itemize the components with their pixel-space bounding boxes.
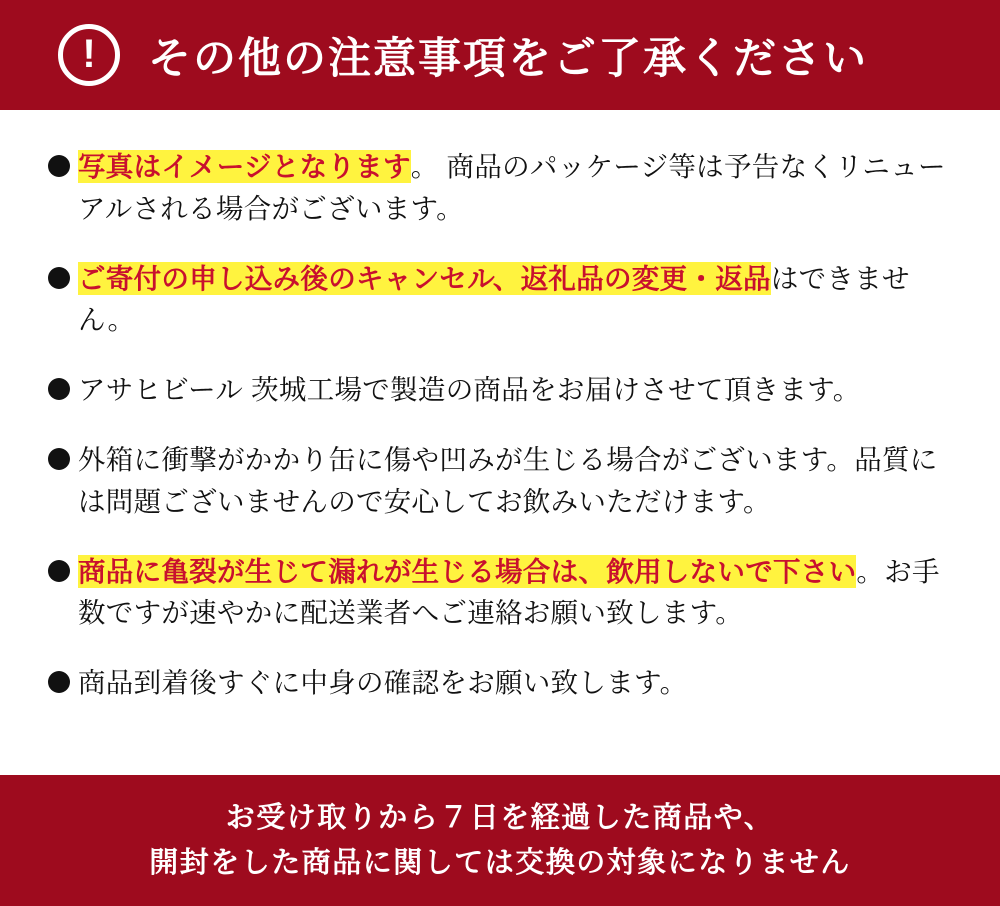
notice-list: [0, 110, 1000, 775]
list-item-text: [78, 146, 952, 230]
list-item: [48, 258, 952, 342]
list-item: [48, 662, 952, 704]
plain-text: 商品到着後すぐに中身の確認をお願い致します。: [78, 667, 688, 699]
bullet-icon: [48, 155, 70, 177]
notice-footer: [0, 775, 1000, 906]
list-item-text: [78, 258, 952, 342]
list-item-text: [78, 551, 952, 635]
highlighted-text: 写真はイメージとなります: [78, 151, 411, 182]
plain-text: 。お手数ですが速やかに配送業者へご連絡お願い致します。: [78, 555, 940, 629]
plain-text: 。 商品のパッケージ等は予告なくリニューアルされる場合がございます。: [78, 151, 946, 224]
bullet-icon: [48, 671, 70, 693]
list-item: [48, 551, 952, 635]
highlighted-text: ご寄付の申し込み後のキャンセル、返礼品の変更・返品: [78, 262, 771, 294]
highlighted-text: 商品に亀裂が生じて漏れが生じる場合は、飲用しないで下さい: [78, 555, 857, 587]
plain-text: はできません。: [78, 262, 910, 336]
exclamation-circle-icon: [58, 24, 120, 86]
bullet-icon: [48, 448, 70, 470]
footer-line-1: お受け取りから７日を経過した商品や、: [225, 801, 775, 834]
notice-header: [0, 0, 1000, 110]
list-item: [48, 439, 952, 523]
list-item-text: [78, 662, 687, 704]
plain-text: アサヒビール 茨城工場で製造の商品をお届けさせて頂きます。: [78, 374, 861, 406]
exclamation-mark: !: [82, 32, 96, 76]
list-item: [48, 369, 952, 411]
bullet-icon: [48, 560, 70, 582]
bullet-icon: [48, 267, 70, 289]
list-item-text: [78, 369, 861, 411]
footer-line-2: 開封をした商品に関しては交換の対象になりません: [149, 846, 851, 879]
list-item-text: [78, 439, 952, 523]
list-item: [48, 146, 952, 230]
bullet-icon: [48, 378, 70, 400]
page-title: その他の注意事項をご了承ください: [148, 34, 868, 83]
plain-text: 外箱に衝撃がかかり缶に傷や凹みが生じる場合がございます。品質には問題ございませんので安心してお飲みいただけます。: [78, 443, 938, 517]
